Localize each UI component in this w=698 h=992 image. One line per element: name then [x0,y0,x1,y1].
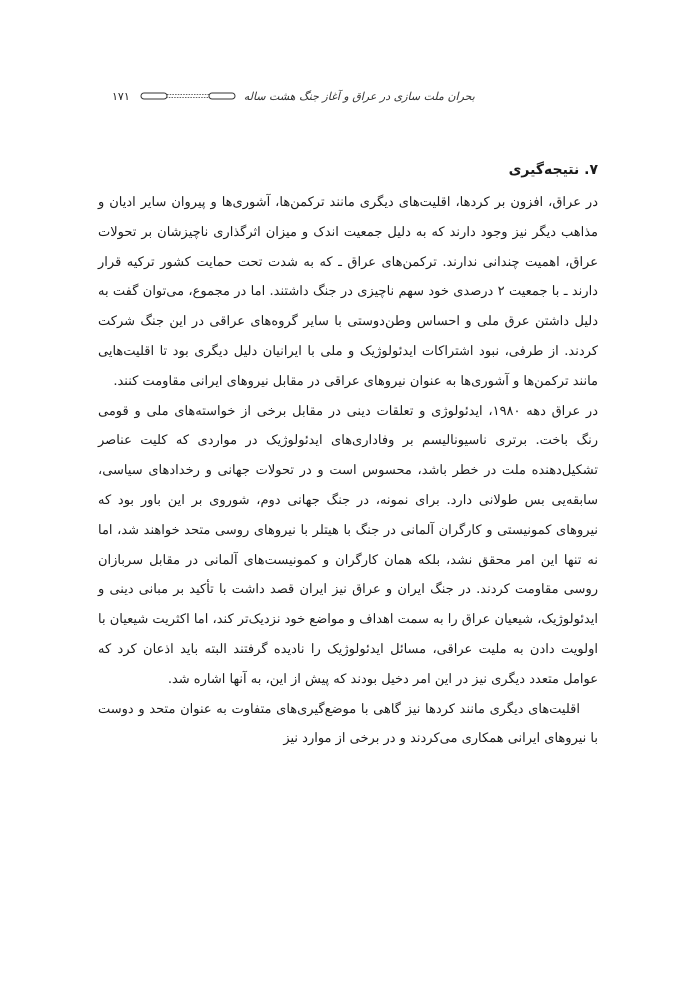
running-header [112,84,584,108]
header-ornament-icon [140,91,236,101]
paragraph-2: در عراق دهه ۱۹۸۰، ایدئولوژی و تعلقات دینی در مقابل برخی از خواسته‌های ملی و قومی رنگ باخت. برتری ناسیونالیسم بر وفاداری‌های ایدئولوژیک در مواردی که کلیت عناصر تشکیل‌دهنده ملت در خطر باشد، محسوس است و در تحولات جهانی و رخدادهای سیاسی، سابقه‌یی بس طولانی دارد. برای نمونه، در جنگ جهانی دوم، شوروی بر این باور بود که نیروهای کمونیستی و کارگران آلمانی در جنگ با هیتلر با نیروهای روسی متحد خواهند شد، اما نه تنها این امر محقق نشد، بلکه همان کارگران و کمونیست‌های آلمانی در مقابل سربازان روسی مقاومت کردند. در جنگ ایران و عراق نیز ایران قصد داشت با تأکید بر مبانی دینی و ایدئولوژیک، شیعیان عراق را به سمت اهداف و مواضع خود نزدیک‌تر کند، اما اکثریت شیعیان با اولویت دادن به ملیت عراقی، مسائل ایدئولوژیک را نادیده گرفتند البته باید اذعان کرد که عوامل متعدد دیگری نیز در این امر دخیل بودند که پیش از این، به آنها اشاره شد. [98,403,598,687]
section-content [98,160,598,754]
page-number: ۱۷۱ [112,89,130,103]
section-heading: ۷. نتیجه‌گیری [508,162,598,178]
running-title: بحران ملت سازی در عراق و آغاز جنگ هشت ساله [243,89,475,103]
paragraph-1: در عراق، افزون بر کردها، اقلیت‌های دیگری مانند ترکمن‌ها، آشوری‌ها و پیروان سایر ادیان و مذاهب دیگر نیز وجود دارند که به دلیل جمعیت اندک و میزان اثرگذاری ناچیزشان بر تحولات عراق، اهمیت چندانی ندارند. ترکمن‌های عراق ـ که به شدت تحت حمایت کشور ترکیه قرار دارند ـ با جمعیت ۲ درصدی خود سهم ناچیزی در جنگ داشتند. اما در مجموع، می‌توان گفت به دلیل داشتن عرق ملی و احساس وطن‌دوستی با سایر گروه‌های عراقی در این جنگ شرکت کردند. از طرفی، نبود اشتراکات ایدئولوژیک و ملی با ایرانیان دلیل دیگری بود تا اقلیت‌هایی مانند ترکمن‌ها و آشوری‌ها به عنوان نیروهای عراقی در مقابل نیروهای ایرانی مقاومت کنند. [98,195,598,389]
paragraph-3: اقلیت‌های دیگری مانند کردها نیز گاهی با موضع‌گیری‌های متفاوت به عنوان متحد و دوست با نیروهای ایرانی همکاری می‌کردند و در برخی از موارد نیز [98,701,598,747]
